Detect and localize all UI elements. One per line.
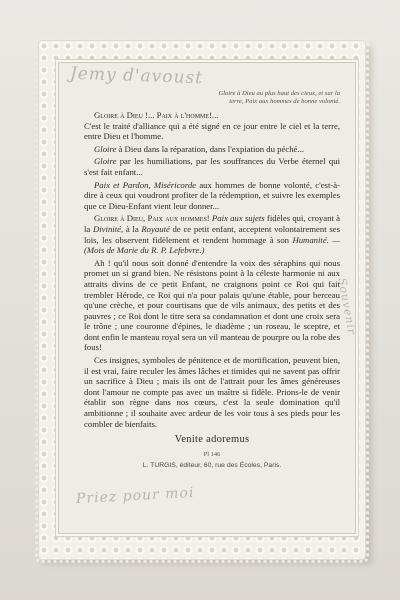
pencil-inscription-side: Souvenir bbox=[335, 276, 359, 337]
paragraph-1-lead: Gloire à Dieu !... Paix à l'homme!... bbox=[94, 110, 219, 120]
plate-number: Pl 146 bbox=[203, 450, 221, 458]
paragraph-1 bbox=[84, 110, 340, 142]
header-line-2: terre, Paix aux hommes de bonne volonté. bbox=[229, 98, 340, 105]
publisher-line: L. TURGIS, éditeur, 60, rue des Écoles, Paris. bbox=[142, 462, 282, 470]
paragraph-5-body-1: fidèles qui, croyant à la bbox=[84, 213, 340, 234]
paragraph-6: Ah ! qu'il nous soit donné d'entendre la voix des séraphins qui nous promet un si grand bien. Ne résistons point à la céleste harmonie ni aux attraits divins de ce petit Enfant, ne craignons point ce Roi qui fait trembler Hérode, ce Roi qui n'a pour palais qu'une étable, pour berceau qu'une crèche, et pour courtisans que de vils animaux, des petits et des pauvres ; ce Roi dont le titre sera sa condamnation et dont une croix sera le trône ; une couronne d'épines, le diadème ; un roseau, le sceptre, et dont enfin le manteau royal sera un vil manteau de pourpre ou la robe des fous! bbox=[84, 257, 340, 353]
paragraph-5-humanite: Humanité. bbox=[292, 234, 329, 245]
paragraph-1-body: C'est le traité d'alliance qui a été signé en ce jour entre le ciel et la terre, entre Dieu et l'homme. bbox=[84, 120, 340, 142]
paragraph-5-reference: — (Mois de Marie du R. P. Lefebvre.) bbox=[84, 234, 341, 256]
card-header bbox=[84, 90, 340, 106]
paragraph-5 bbox=[84, 213, 340, 255]
paragraph-4-body: aux hommes de bonne volonté, c'est-à-dire à ceux qui voudront profiter de la rédemption, et suivre les exemples que ce Dieu-Enfant vient leur donner... bbox=[84, 179, 340, 211]
paragraph-4 bbox=[84, 180, 340, 212]
paragraph-5-lead-2: Paix aux sujets bbox=[211, 213, 265, 224]
paragraph-3-lead: Gloire bbox=[94, 156, 117, 167]
paragraph-4-lead: Paix et Pardon, Miséricorde bbox=[94, 179, 197, 190]
paragraph-5-body-2: , à la bbox=[120, 223, 139, 234]
motto: Venite adoremus bbox=[174, 434, 250, 446]
paragraph-2-body: à Dieu dans la réparation, dans l'expiation du péché... bbox=[118, 143, 304, 154]
paragraph-2-lead: Gloire bbox=[94, 143, 117, 154]
pencil-inscription-top: Jemy d'avoust bbox=[69, 63, 204, 89]
paragraph-5-lead: Gloire à Dieu, Paix aux hommes! bbox=[94, 213, 210, 224]
paragraph-3 bbox=[84, 156, 340, 177]
paragraph-5-body-3: de ce petit enfant, acceptent volontairement ses lois, les observent fidèlement et rendent hommage à son bbox=[84, 223, 340, 245]
pencil-inscription-bottom: Priez pour moi bbox=[75, 484, 195, 508]
paragraph-5-divinite: Divinité bbox=[92, 223, 121, 234]
paragraph-2 bbox=[84, 144, 340, 155]
header-line-1: Gloire à Dieu au plus haut des cieux, et sur la bbox=[218, 90, 340, 97]
paragraph-7: Ces insignes, symboles de pénitence et de mortification, peuvent bien, il est vrai, faire reculer les âmes lâches et timides qui ne savent pas offrir un sacrifice à Dieu ; mais ils ont de l'attrait pour les âmes généreuses dont l'amour ne compte pas avec un maître si fidèle. Prions-le de venir établir son règne dans nos cœurs, c'est la seule domination qu'il ambitionne ; il souhaite avec ardeur de les voir tous à ses pieds pour les combler de bienfaits. bbox=[84, 355, 340, 429]
paragraph-3-body: par les humiliations, par les souffrances du Verbe éternel qui s'est fait enfant... bbox=[84, 156, 341, 177]
paragraph-5-royaute: Royauté bbox=[141, 223, 170, 234]
devotional-text bbox=[84, 90, 340, 472]
